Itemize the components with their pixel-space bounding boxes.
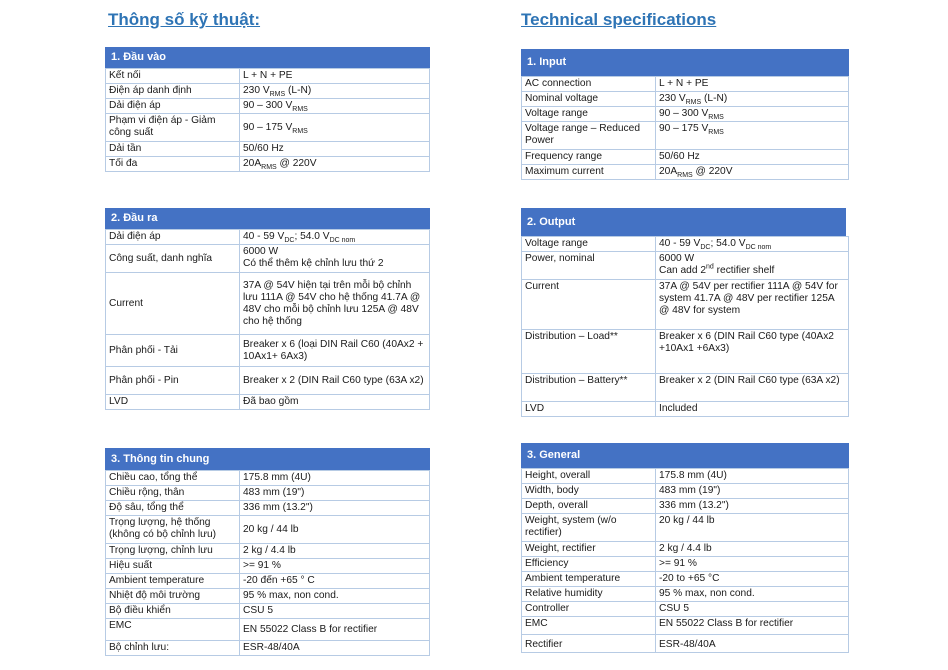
spec-label: Hiệu suất <box>106 559 240 574</box>
spec-value: CSU 5 <box>240 604 430 619</box>
spec-label: Kết nối <box>106 69 240 84</box>
spec-label: Bộ điều khiển <box>106 604 240 619</box>
spec-label: Bộ chỉnh lưu: <box>106 641 240 656</box>
spec-label: Height, overall <box>522 469 656 484</box>
spec-value: Breaker x 6 (loại DIN Rail C60 (40Ax2 + 10Ax1+ 6Ax3) <box>240 335 430 367</box>
table-row <box>106 589 430 604</box>
table-row <box>522 122 849 150</box>
spec-label: Controller <box>522 602 656 617</box>
spec-label: LVD <box>522 402 656 417</box>
spec-label: Dải điện áp <box>106 230 240 245</box>
spec-label: Dải tần <box>106 142 240 157</box>
table-row <box>106 641 430 656</box>
table-row <box>522 77 849 92</box>
spec-label: Nhiệt độ môi trường <box>106 589 240 604</box>
spec-label: Weight, rectifier <box>522 542 656 557</box>
table-row <box>522 402 849 417</box>
table-row <box>522 602 849 617</box>
spec-value: Breaker x 6 (DIN Rail C60 type (40Ax2 +10Ax1 +6Ax3) <box>656 330 849 374</box>
spec-value: 90 – 300 $V_{RMS}$ <box>240 99 430 114</box>
table-row <box>106 471 430 486</box>
spec-value: EN 55022 Class B for rectifier <box>656 617 849 635</box>
spec-label: Công suất, danh nghĩa <box>106 245 240 273</box>
spec-value: Breaker x 2 (DIN Rail C60 type (63A x2) <box>656 374 849 402</box>
spec-value: ESR-48/40A <box>656 635 849 653</box>
section-title: 1. Input <box>521 49 849 76</box>
section-general-en <box>521 443 849 653</box>
table-row <box>106 142 430 157</box>
spec-value: 230 $V_{RMS}$ (L-N) <box>656 92 849 107</box>
spec-value: EN 55022 Class B for rectifier <box>240 619 430 641</box>
spec-value: ESR-48/40A <box>240 641 430 656</box>
section-general-vi <box>105 448 430 656</box>
spec-label: Điện áp danh định <box>106 84 240 99</box>
table-row <box>106 559 430 574</box>
spec-label: Depth, overall <box>522 499 656 514</box>
spec-value: 483 mm (19") <box>656 484 849 499</box>
table-row <box>106 69 430 84</box>
spec-table <box>521 76 849 180</box>
table-row <box>106 367 430 395</box>
spec-label: Current <box>106 273 240 335</box>
spec-value: >= 91 % <box>656 557 849 572</box>
spec-table <box>521 236 849 417</box>
spec-table <box>105 68 430 172</box>
section-output-vi <box>105 208 430 410</box>
spec-label: Frequency range <box>522 150 656 165</box>
spec-label: Distribution – Battery** <box>522 374 656 402</box>
spec-table <box>105 470 430 656</box>
spec-table <box>521 468 849 653</box>
section-output-en <box>521 208 849 417</box>
table-row <box>106 245 430 273</box>
section-input-en <box>521 49 849 180</box>
spec-label: Chiều rộng, thân <box>106 486 240 501</box>
heading-vietnamese: Thông số kỹ thuật: <box>108 10 261 29</box>
spec-label: Phân phối - Tải <box>106 335 240 367</box>
spec-value: 40 - 59 $V_{DC}$; 54.0 $V_{DC nom}$ <box>656 237 849 252</box>
spec-value: 95 % max, non cond. <box>656 587 849 602</box>
section-title: 1. Đầu vào <box>105 47 430 68</box>
spec-label: AC connection <box>522 77 656 92</box>
spec-value: 40 - 59 $V_{DC}$; 54.0 $V_{DC nom}$ <box>240 230 430 245</box>
spec-value: Đã bao gồm <box>240 395 430 410</box>
heading-english: Technical specifications <box>521 10 717 29</box>
spec-label: Rectifier <box>522 635 656 653</box>
spec-value: >= 91 % <box>240 559 430 574</box>
spec-value: -20 to +65 °C <box>656 572 849 587</box>
section-title: 2. Output <box>521 208 846 236</box>
spec-label: Distribution – Load** <box>522 330 656 374</box>
spec-value: 95 % max, non cond. <box>240 589 430 604</box>
table-row <box>522 280 849 330</box>
table-row <box>522 542 849 557</box>
spec-value: 230 $V_{RMS}$ (L-N) <box>240 84 430 99</box>
spec-value: L + N + PE <box>656 77 849 92</box>
section-title: 3. Thông tin chung <box>105 448 430 470</box>
table-row <box>522 330 849 374</box>
spec-label: Width, body <box>522 484 656 499</box>
spec-value: 50/60 Hz <box>240 142 430 157</box>
spec-value: 336 mm (13.2") <box>240 501 430 516</box>
table-row <box>522 374 849 402</box>
spec-value: CSU 5 <box>656 602 849 617</box>
spec-value: 483 mm (19") <box>240 486 430 501</box>
table-row <box>522 107 849 122</box>
table-row <box>522 635 849 653</box>
table-row <box>522 252 849 280</box>
spec-label: Phân phối - Pin <box>106 367 240 395</box>
table-row <box>106 99 430 114</box>
spec-value: 90 – 175 $V_{RMS}$ <box>656 122 849 150</box>
table-row <box>106 84 430 99</box>
table-row <box>522 617 849 635</box>
table-row <box>522 499 849 514</box>
table-row <box>106 619 430 641</box>
table-row <box>522 237 849 252</box>
table-row <box>106 230 430 245</box>
spec-label: Ambient temperature <box>106 574 240 589</box>
table-row <box>522 150 849 165</box>
table-row <box>106 114 430 142</box>
spec-value: 20 kg / 44 lb <box>656 514 849 542</box>
table-row <box>106 395 430 410</box>
table-row <box>522 469 849 484</box>
section-title: 2. Đầu ra <box>105 208 430 229</box>
spec-label: Trọng lượng, hệ thống (không có bộ chỉnh lưu) <box>106 516 240 544</box>
spec-value: 90 – 175 $V_{RMS}$ <box>240 114 430 142</box>
spec-value: Breaker x 2 (DIN Rail C60 type (63A x2) <box>240 367 430 395</box>
table-row <box>106 501 430 516</box>
spec-value: Included <box>656 402 849 417</box>
spec-label: Voltage range – Reduced Power <box>522 122 656 150</box>
spec-value: 20 kg / 44 lb <box>240 516 430 544</box>
spec-label: Phạm vi điện áp - Giảm công suất <box>106 114 240 142</box>
spec-label: EMC <box>522 617 656 635</box>
spec-label: Ambient temperature <box>522 572 656 587</box>
section-title: 3. General <box>521 443 849 468</box>
spec-label: Trọng lượng, chỉnh lưu <box>106 544 240 559</box>
spec-value: 2 kg / 4.4 lb <box>656 542 849 557</box>
table-row <box>522 92 849 107</box>
table-row <box>106 516 430 544</box>
table-row <box>522 514 849 542</box>
spec-label: Voltage range <box>522 107 656 122</box>
section-input-vi <box>105 47 430 172</box>
spec-value: 50/60 Hz <box>656 150 849 165</box>
spec-value: 6000 W Can add 2nd rectifier shelf <box>656 252 849 280</box>
table-row <box>106 157 430 172</box>
table-row <box>106 335 430 367</box>
table-row <box>522 572 849 587</box>
table-row <box>522 484 849 499</box>
table-row <box>522 587 849 602</box>
spec-value: L + N + PE <box>240 69 430 84</box>
spec-value: 2 kg / 4.4 lb <box>240 544 430 559</box>
spec-label: Relative humidity <box>522 587 656 602</box>
spec-value: -20 đến +65 ° C <box>240 574 430 589</box>
table-row <box>106 544 430 559</box>
spec-value: 175.8 mm (4U) <box>240 471 430 486</box>
spec-label: Maximum current <box>522 165 656 180</box>
table-row <box>522 557 849 572</box>
spec-label: Độ sâu, tổng thể <box>106 501 240 516</box>
spec-table <box>105 229 430 410</box>
table-row <box>106 604 430 619</box>
table-row <box>106 273 430 335</box>
spec-value: $20A_{RMS}$ @ 220V <box>240 157 430 172</box>
spec-value: 175.8 mm (4U) <box>656 469 849 484</box>
spec-label: Dải điện áp <box>106 99 240 114</box>
spec-label: Chiều cao, tổng thể <box>106 471 240 486</box>
table-row <box>106 486 430 501</box>
spec-label: Voltage range <box>522 237 656 252</box>
spec-value: 90 – 300 $V_{RMS}$ <box>656 107 849 122</box>
spec-value: 336 mm (13.2") <box>656 499 849 514</box>
spec-value: 6000 W Có thể thêm kệ chỉnh lưu thứ 2 <box>240 245 430 273</box>
spec-label: Efficiency <box>522 557 656 572</box>
table-row <box>106 574 430 589</box>
table-row <box>522 165 849 180</box>
spec-label: LVD <box>106 395 240 410</box>
spec-value: 37A @ 54V per rectifier 111A @ 54V for system 41.7A @ 48V per rectifier 125A @ 48V for system <box>656 280 849 330</box>
spec-label: Tối đa <box>106 157 240 172</box>
spec-value: 37A @ 54V hiện tại trên mỗi bộ chỉnh lưu 111A @ 54V cho hệ thống 41.7A @ 48V cho mỗi bộ chỉnh lưu 125A @ 48V cho hệ thống <box>240 273 430 335</box>
spec-label: Weight, system (w/o rectifier) <box>522 514 656 542</box>
spec-label: Nominal voltage <box>522 92 656 107</box>
spec-label: EMC <box>106 619 240 641</box>
spec-label: Power, nominal <box>522 252 656 280</box>
spec-label: Current <box>522 280 656 330</box>
spec-value: $20A_{RMS}$ @ 220V <box>656 165 849 180</box>
